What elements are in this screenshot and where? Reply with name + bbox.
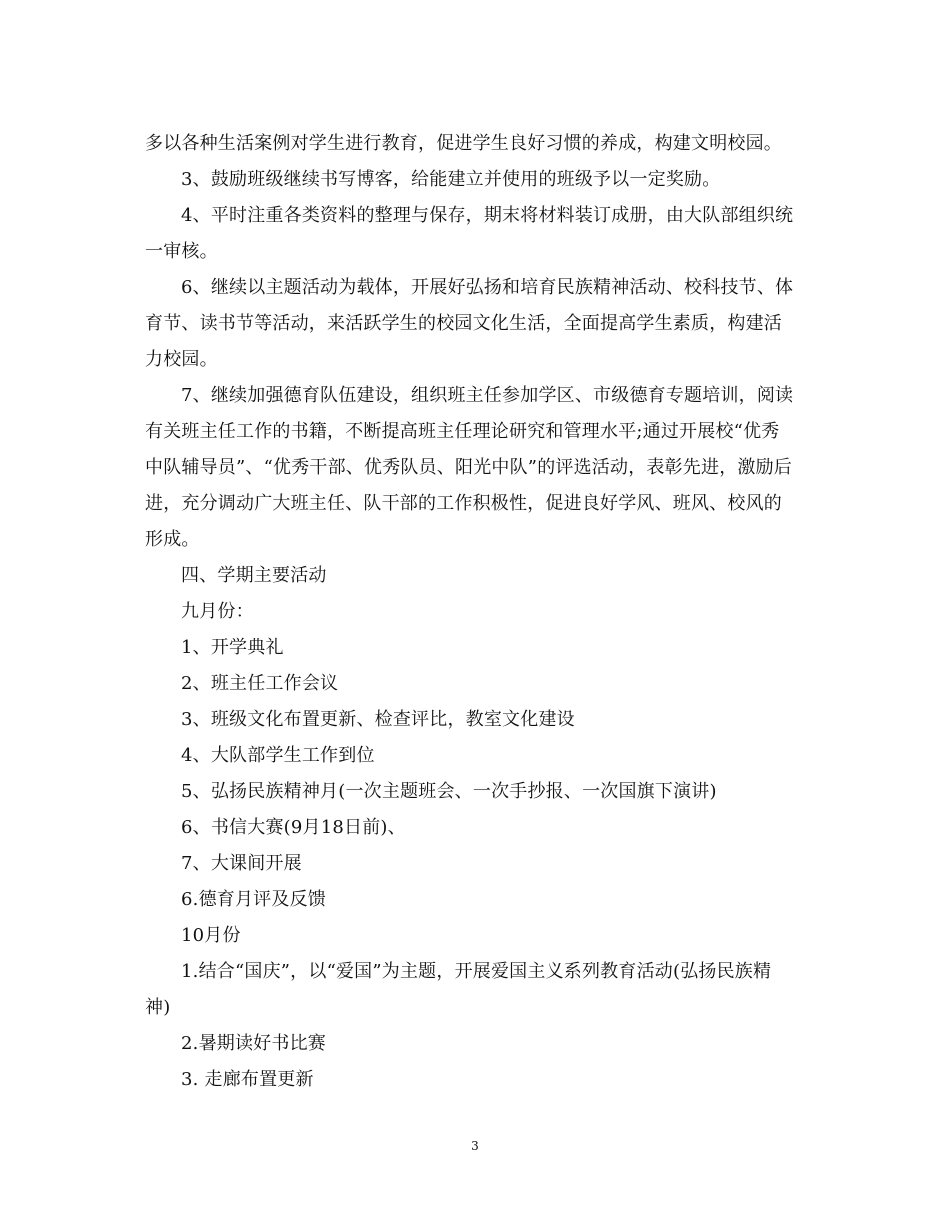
- paragraph-line: 中队辅导员”、“优秀干部、优秀队员、阳光中队”的评选活动，表彰先进，激励后: [145, 457, 793, 478]
- list-item: 3、班级文化布置更新、检查评比，教室文化建设: [181, 709, 575, 730]
- list-item-continuation: 神): [145, 997, 171, 1018]
- list-item: 3. 走廊布置更新: [181, 1069, 314, 1090]
- paragraph-line: 一审核。: [145, 241, 218, 262]
- document-body: [145, 126, 810, 1098]
- paragraph-line: 力校园。: [145, 349, 218, 370]
- month-heading: 九月份：: [181, 601, 254, 622]
- page-number: 3: [471, 1139, 479, 1153]
- paragraph-line: 进，充分调动广大班主任、队干部的工作积极性，促进良好学风、班风、校风的: [145, 493, 782, 514]
- list-item: 6、书信大赛(9月18日前)、: [181, 817, 406, 838]
- list-item: 1、开学典礼: [181, 637, 284, 658]
- paragraph-line: 有关班主任工作的书籍，不断提高班主任理论研究和管理水平;通过开展校“优秀: [145, 421, 780, 442]
- paragraph-line: 4、平时注重各类资料的整理与保存，期末将材料装订成册，由大队部组织统: [181, 205, 794, 226]
- paragraph-line: 6、继续以主题活动为载体，开展好弘扬和培育民族精神活动、校科技节、体: [181, 277, 794, 298]
- paragraph-line: 多以各种生活案例对学生进行教育，促进学生良好习惯的养成，构建文明校园。: [145, 133, 782, 154]
- paragraph-line: 7、继续加强德育队伍建设，组织班主任参加学区、市级德育专题培训，阅读: [181, 385, 794, 406]
- list-item: 7、大课间开展: [181, 853, 302, 874]
- paragraph-line: 3、鼓励班级继续书写博客，给能建立并使用的班级予以一定奖励。: [181, 169, 721, 190]
- list-item: 4、大队部学生工作到位: [181, 745, 375, 766]
- month-heading: 10月份: [181, 925, 241, 946]
- paragraph-line: 形成。: [145, 529, 200, 550]
- list-item: 2.暑期读好书比赛: [181, 1033, 326, 1054]
- list-item: 1.结合“国庆”，以“爱国”为主题，开展爱国主义系列教育活动(弘扬民族精: [181, 961, 772, 982]
- list-item: 6.德育月评及反馈: [181, 889, 326, 910]
- section-heading: 四、学期主要活动: [181, 565, 327, 586]
- list-item: 5、弘扬民族精神月(一次主题班会、一次手抄报、一次国旗下演讲): [181, 781, 717, 802]
- list-item: 2、班主任工作会议: [181, 673, 339, 694]
- paragraph-line: 育节、读书节等活动，来活跃学生的校园文化生活，全面提高学生素质，构建活: [145, 313, 782, 334]
